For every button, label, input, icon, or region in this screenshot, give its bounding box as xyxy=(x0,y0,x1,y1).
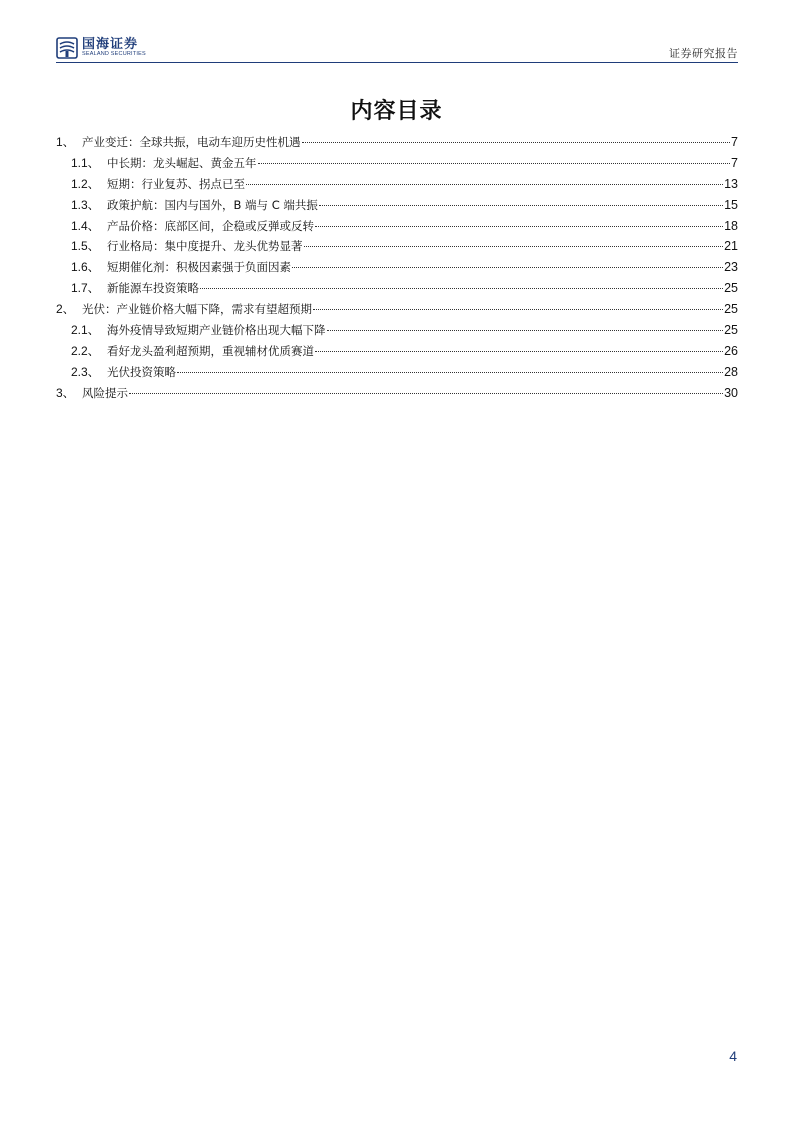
toc-entry-page: 23 xyxy=(724,260,738,275)
toc-dot-leader xyxy=(315,351,723,352)
logo-chinese-name: 国海证券 xyxy=(82,37,139,53)
toc-entry-number: 1.2、 xyxy=(71,176,100,191)
toc-entry[interactable] xyxy=(56,341,738,362)
toc-entry[interactable] xyxy=(56,132,738,153)
toc-entry-text: 风险提示 xyxy=(82,385,128,400)
toc-dot-leader xyxy=(200,288,723,289)
toc-entry-text: 产业变迁：全球共振，电动车迎历史性机遇 xyxy=(82,135,301,149)
toc-entry-text: 光伏：产业链价格大幅下降，需求有望超预期 xyxy=(82,302,312,317)
page-header xyxy=(56,36,738,63)
toc-entry[interactable] xyxy=(56,195,738,216)
toc-entry-text: 新能源车投资策略 xyxy=(107,281,199,296)
toc-dot-leader xyxy=(319,205,723,206)
toc-entry-page: 26 xyxy=(724,343,738,358)
toc-entry-number: 1.4、 xyxy=(71,218,100,233)
toc-entry-number: 1.1、 xyxy=(71,155,100,170)
toc-entry-number: 2.3、 xyxy=(71,364,100,379)
toc-entry-number: 1、 xyxy=(56,135,75,149)
toc-entry-number: 3、 xyxy=(56,385,75,400)
toc-entry-number: 1.7、 xyxy=(71,281,100,296)
toc-dot-leader xyxy=(327,330,724,331)
toc-entry[interactable] xyxy=(56,257,738,278)
toc-entry-page: 25 xyxy=(724,281,738,296)
toc-entry[interactable] xyxy=(56,299,738,320)
toc-entry-page: 25 xyxy=(724,302,738,317)
toc-entry-number: 1.5、 xyxy=(71,239,100,254)
toc-entry-page: 18 xyxy=(724,218,738,233)
toc-entry[interactable] xyxy=(56,153,738,174)
toc-entry[interactable] xyxy=(56,383,738,404)
toc-entry-text: 产品价格：底部区间，企稳或反弹或反转 xyxy=(107,218,314,233)
report-type-label: 证券研究报告 xyxy=(669,47,738,60)
toc-entry-page: 25 xyxy=(724,323,738,338)
toc-dot-leader xyxy=(315,226,723,227)
toc-entry-gap xyxy=(75,132,82,153)
toc-dot-leader xyxy=(129,393,723,394)
toc-entry-page: 28 xyxy=(724,364,738,379)
toc-entry-page: 15 xyxy=(724,197,738,212)
toc-entry[interactable] xyxy=(56,278,738,299)
toc-entry-text: 短期：行业复苏、拐点已至 xyxy=(107,176,245,191)
toc-entry-page: 7 xyxy=(731,155,738,170)
toc-entry[interactable] xyxy=(56,362,738,383)
toc-entry-gap xyxy=(100,257,107,278)
sealand-logo xyxy=(56,36,146,60)
toc-entry-page: 21 xyxy=(724,239,738,254)
toc-dot-leader xyxy=(313,309,723,310)
toc-entry-gap xyxy=(100,216,107,237)
toc-dot-leader xyxy=(177,372,723,373)
toc-entry-gap xyxy=(100,174,107,195)
table-of-contents xyxy=(56,132,738,404)
toc-entry-page: 7 xyxy=(731,135,738,149)
toc-dot-leader xyxy=(258,163,731,164)
sealand-logo-icon xyxy=(56,37,78,59)
toc-entry[interactable] xyxy=(56,174,738,195)
toc-entry-number: 2.1、 xyxy=(71,323,100,338)
toc-entry-text: 政策护航：国内与国外，B 端与 C 端共振 xyxy=(107,197,318,212)
toc-entry-text: 中长期：龙头崛起、黄金五年 xyxy=(107,155,257,170)
toc-entry-number: 1.3、 xyxy=(71,197,100,212)
toc-entry-text: 海外疫情导致短期产业链价格出现大幅下降 xyxy=(107,323,326,338)
toc-entry-gap xyxy=(100,153,107,174)
toc-entry-text: 看好龙头盈利超预期，重视辅材优质赛道 xyxy=(107,343,314,358)
toc-entry-gap xyxy=(100,195,107,216)
toc-entry-gap xyxy=(100,362,107,383)
toc-entry-number: 1.6、 xyxy=(71,260,100,275)
toc-dot-leader xyxy=(246,184,723,185)
toc-entry[interactable] xyxy=(56,216,738,237)
toc-entry-gap xyxy=(100,320,107,341)
toc-dot-leader xyxy=(302,142,731,143)
toc-entry-text: 行业格局：集中度提升、龙头优势显著 xyxy=(107,239,303,254)
toc-entry-gap xyxy=(100,278,107,299)
toc-dot-leader xyxy=(292,267,723,268)
toc-entry-gap xyxy=(75,383,82,404)
page-number: 4 xyxy=(729,1048,737,1064)
toc-entry-number: 2、 xyxy=(56,302,75,317)
toc-entry-gap xyxy=(75,299,82,320)
toc-entry-text: 光伏投资策略 xyxy=(107,364,176,379)
toc-entry[interactable] xyxy=(56,236,738,257)
toc-entry-text: 短期催化剂：积极因素强于负面因素 xyxy=(107,260,291,275)
toc-entry-page: 13 xyxy=(724,176,738,191)
toc-entry-number: 2.2、 xyxy=(71,343,100,358)
toc-title: 内容目录 xyxy=(350,99,443,124)
toc-entry-gap xyxy=(100,236,107,257)
toc-entry[interactable] xyxy=(56,320,738,341)
toc-entry-gap xyxy=(100,341,107,362)
logo-english-name: SEALAND SECURITIES xyxy=(82,51,146,58)
toc-entry-page: 30 xyxy=(724,385,738,400)
toc-dot-leader xyxy=(304,246,724,247)
